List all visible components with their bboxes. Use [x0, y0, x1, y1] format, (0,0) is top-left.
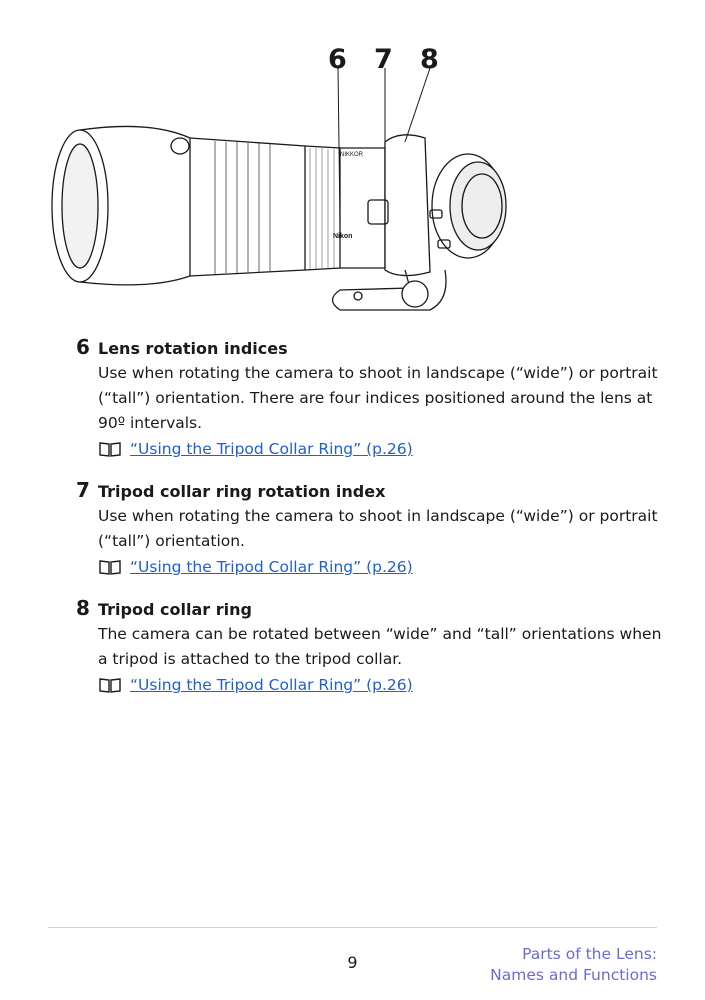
reference-line	[98, 554, 666, 580]
entry-number: 7	[76, 478, 90, 502]
reference-line	[98, 672, 666, 698]
lens-illustration	[40, 38, 540, 328]
entry-body: The camera can be rotated between “wide” and “tall” orientations when a tripod is attached to the tripod collar.	[98, 625, 662, 668]
book-icon	[98, 440, 122, 458]
footer-section-line-2: Names and Functions	[490, 966, 657, 984]
footer-section-line-1: Parts of the Lens:	[522, 945, 657, 963]
entry-title: Tripod collar ring rotation index	[98, 482, 386, 501]
callout-8: 8	[420, 44, 439, 75]
entry-lens-rotation-indices	[76, 335, 666, 462]
tripod-collar-ring-link[interactable]: “Using the Tripod Collar Ring” (p.26)	[130, 676, 413, 694]
footer-divider	[48, 927, 657, 928]
entry-title: Tripod collar ring	[98, 600, 252, 619]
reference-line	[98, 436, 666, 462]
page-number: 9	[347, 953, 358, 972]
entry-number: 6	[76, 335, 90, 359]
lens-brand-mark: Nikon	[333, 233, 353, 240]
entry-tripod-collar-ring	[76, 596, 666, 698]
book-icon	[98, 676, 122, 694]
callout-7: 7	[374, 44, 393, 75]
entry-tripod-collar-ring-rotation-index	[76, 478, 666, 580]
entry-title: Lens rotation indices	[98, 339, 288, 358]
entry-body: Use when rotating the camera to shoot in landscape (“wide”) or portrait (“tall”) orientation. There are four indices positioned around the lens at 90º intervals.	[98, 364, 658, 432]
lens-model-mark: NIKKOR	[340, 152, 364, 158]
entry-body: Use when rotating the camera to shoot in landscape (“wide”) or portrait (“tall”) orientation.	[98, 507, 658, 550]
callout-6: 6	[328, 44, 347, 75]
book-icon	[98, 558, 122, 576]
tripod-collar-ring-link[interactable]: “Using the Tripod Collar Ring” (p.26)	[130, 558, 413, 576]
tripod-collar-ring-link[interactable]: “Using the Tripod Collar Ring” (p.26)	[130, 440, 413, 458]
entry-number: 8	[76, 596, 90, 620]
footer-section-link[interactable]	[490, 944, 657, 986]
